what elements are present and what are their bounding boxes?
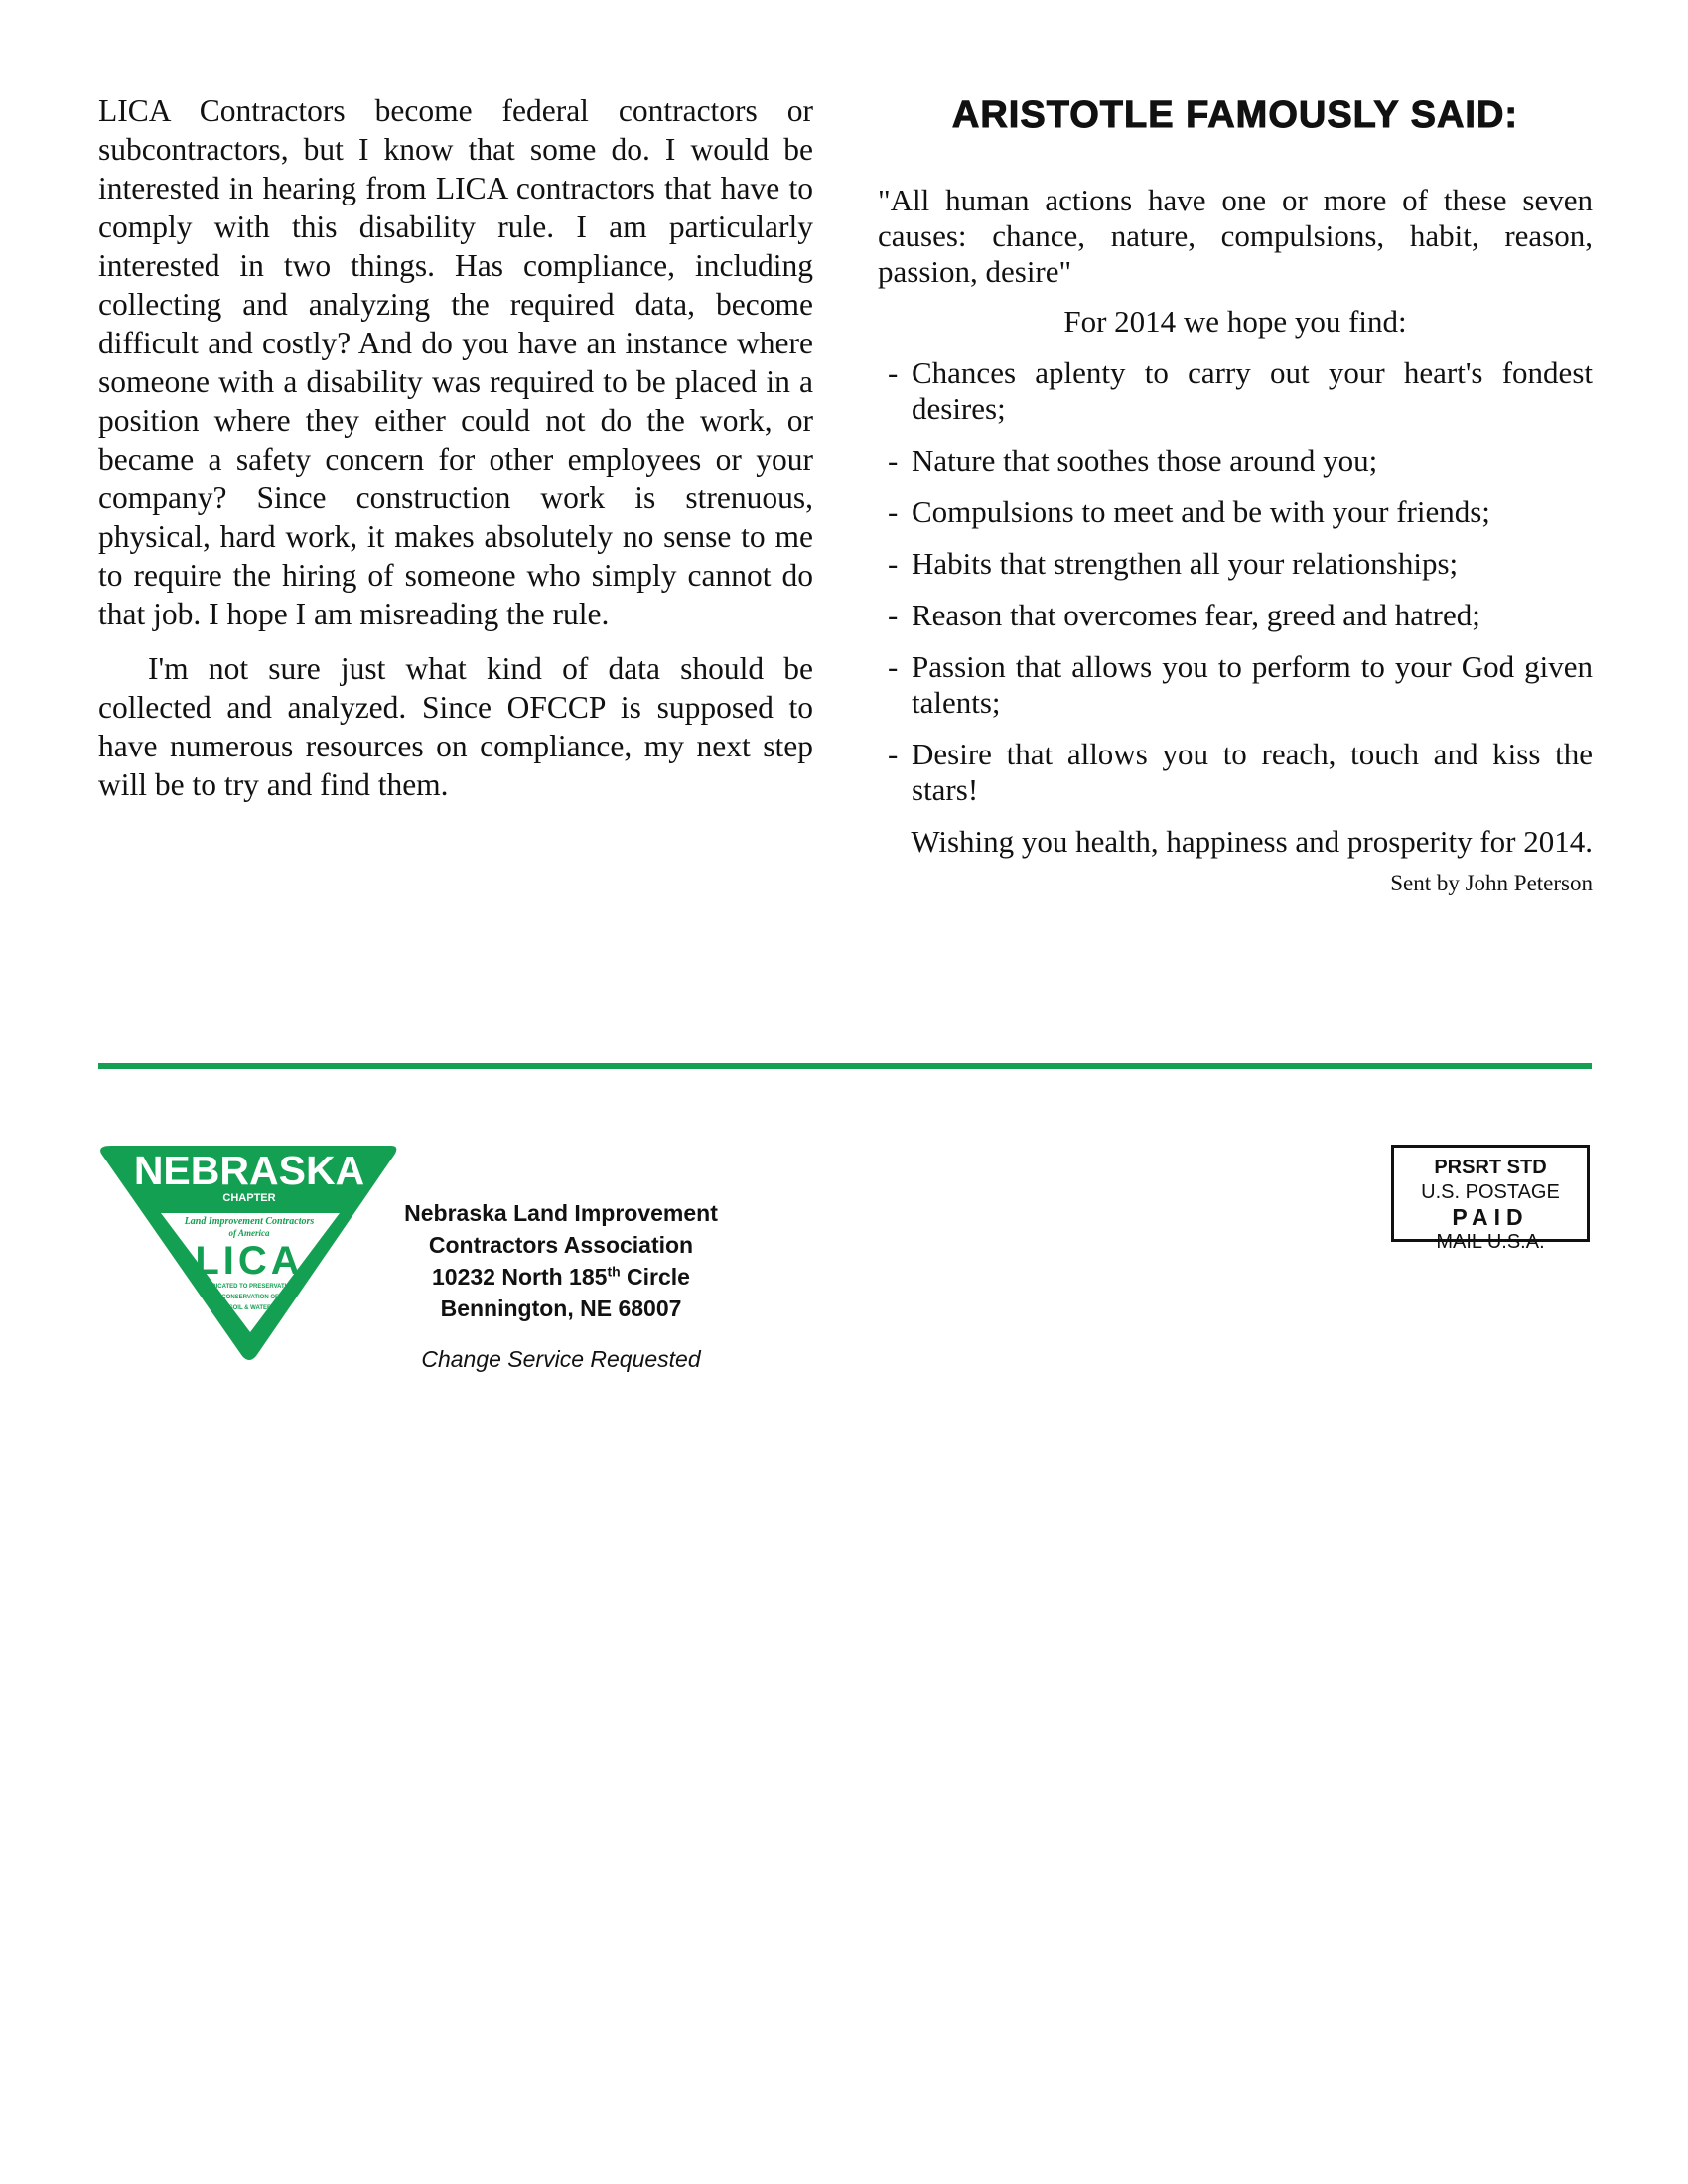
aristotle-quote: "All human actions have one or more of these seven causes: chance, nature, compulsions, habit, reason, passion, desire" (878, 183, 1593, 289)
wish-item: - Desire that allows you to reach, touch and kiss the stars! (888, 737, 1593, 807)
address-line-2: Contractors Association (428, 1232, 694, 1258)
wish-item: - Reason that overcomes fear, greed and hatred; (888, 598, 1480, 632)
logo-motto-3: SOIL & WATER (228, 1305, 272, 1311)
sender-credit: Sent by John Peterson (1390, 871, 1593, 895)
change-service-requested: Change Service Requested (421, 1346, 701, 1372)
address-city: Bennington, NE 68007 (440, 1296, 682, 1321)
logo-state-text: NEBRASKA (133, 1148, 365, 1193)
postage-line-2: U.S. POSTAGE (1421, 1181, 1560, 1203)
logo-chapter-text: CHAPTER (222, 1192, 276, 1204)
address-street: 10232 North 185th Circle (432, 1263, 690, 1290)
aristotle-heading: ARISTOTLE FAMOUSLY SAID: (951, 94, 1519, 136)
logo-org-line1: Land Improvement Contractors (184, 1216, 315, 1227)
article-paragraph-2: I'm not sure just what kind of data should be collected and analyzed. Since OFCCP is supposed to have numerous resources on compliance, my next step will be to try and find them. (98, 651, 813, 802)
logo-motto-1: DEDICATED TO PRESERVATION, (203, 1284, 298, 1290)
wish-item: - Habits that strengthen all your relationships; (888, 546, 1459, 581)
logo-acronym: LICA (195, 1239, 304, 1283)
logo-org-line2: of America (228, 1228, 270, 1238)
postage-line-4: MAIL U.S.A. (1436, 1231, 1545, 1253)
wishes-list (878, 355, 1593, 808)
closing-wish: Wishing you health, happiness and prosperity for 2014. (911, 824, 1593, 859)
left-article-column (98, 91, 813, 820)
article-paragraph-1: LICA Contractors become federal contractors or subcontractors, but I know that some do. I would be interested in hearing from LICA contractors that have to comply with this disability rule. I am particularly interested in two things. Has compliance, including collecting and analyzing the required data, become difficult and costly? And do you have an instance where someone with a disability was required to be placed in a position where they either could not do the work, or became a safety concern for other employees or your company? Since construction work is strenuous, physical, hard work, it makes absolutely no sense to me to require the hiring of someone who simply cannot do that job. I hope I am misreading the rule. (98, 93, 813, 631)
wish-item: - Passion that allows you to perform to your God given talents; (888, 649, 1593, 720)
wish-item: - Chances aplenty to carry out your heart's fondest desires; (888, 355, 1593, 426)
postage-indicia (1391, 1145, 1590, 1253)
logo-motto-2: CONSERVATION OF (221, 1295, 279, 1300)
wishes-intro: For 2014 we hope you find: (1063, 304, 1407, 339)
postage-line-1: PRSRT STD (1434, 1157, 1547, 1178)
wish-item: - Nature that soothes those around you; (888, 443, 1378, 478)
return-address (397, 1197, 725, 1324)
nebraska-lica-logo (95, 1144, 403, 1362)
section-divider (98, 1063, 1592, 1069)
postage-paid: PAID (1452, 1204, 1529, 1230)
right-article-column (878, 91, 1593, 897)
address-line-1: Nebraska Land Improvement (404, 1200, 718, 1226)
wish-item: - Compulsions to meet and be with your friends; (888, 494, 1490, 529)
